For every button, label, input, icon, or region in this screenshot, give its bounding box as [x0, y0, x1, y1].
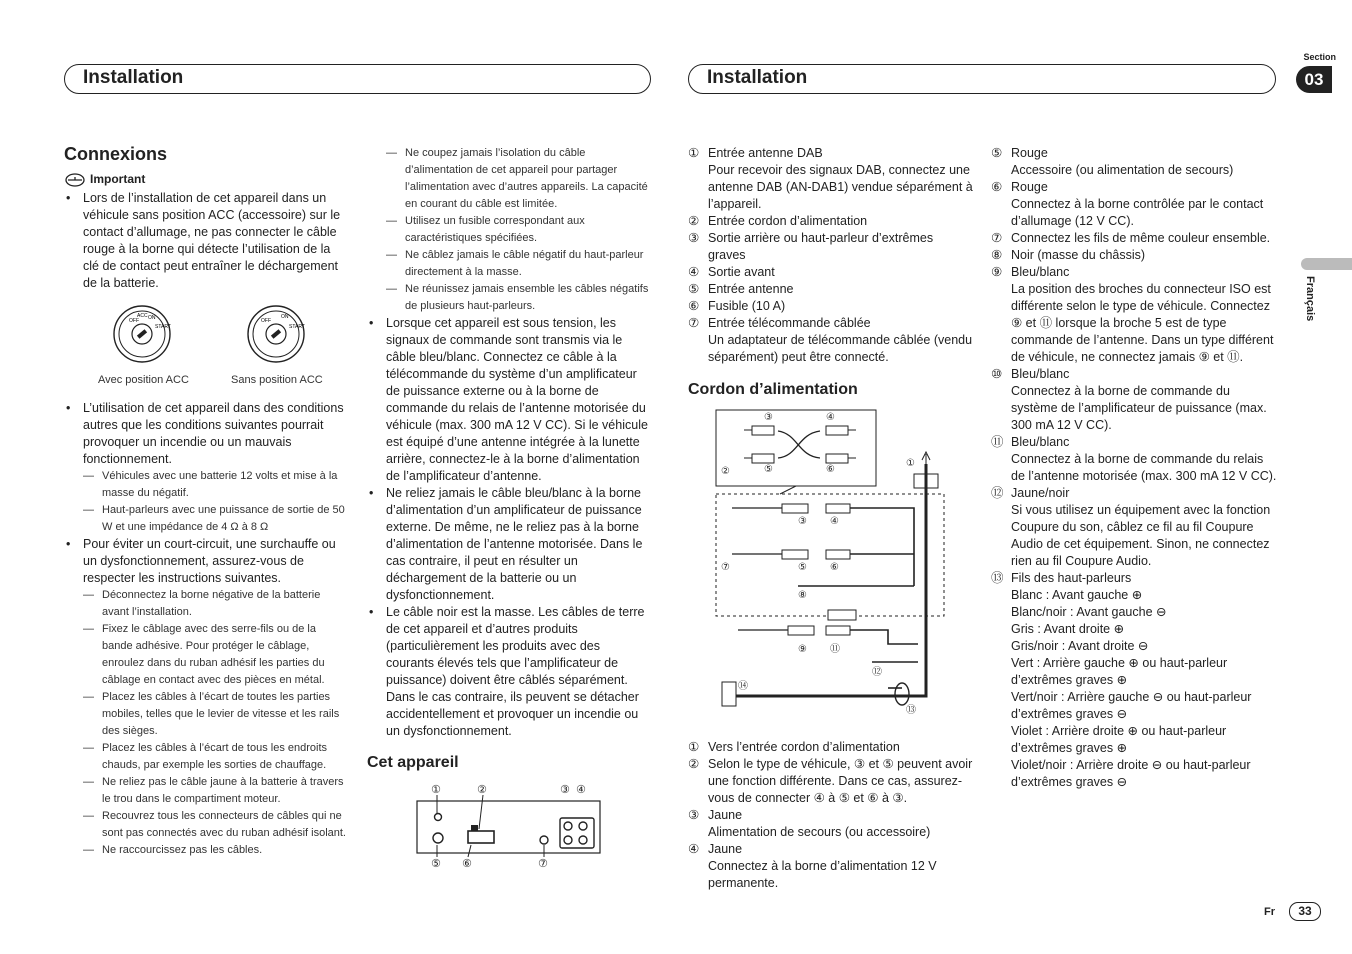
item-number: ⑫	[991, 486, 1004, 500]
bullet-list-1	[64, 190, 348, 292]
item-detail: Connectez à la borne de commande du système de l’amplificateur de puissance (max. 300 mA 12 V CC).	[1011, 384, 1267, 432]
item-detail: Connectez à la borne d’alimentation 12 V permanente.	[708, 859, 937, 890]
key-label-off: OFF	[261, 318, 271, 324]
numbered-item	[688, 298, 974, 315]
numbered-item	[688, 739, 974, 756]
fig-num: ③	[560, 784, 570, 796]
left-header-bar	[64, 64, 651, 94]
fig-num: ⑥	[462, 858, 472, 870]
page-number: 33	[1289, 902, 1321, 921]
item-title: Vers l’entrée cordon d’alimentation	[708, 740, 900, 754]
speaker-line: Gris : Avant droite ⊕	[1011, 622, 1125, 636]
fig-num: ③	[764, 412, 773, 423]
speaker-line: Blanc/noir : Avant gauche ⊖	[1011, 605, 1167, 619]
bullet-item	[64, 536, 348, 859]
item-title: Sortie avant	[708, 265, 775, 279]
item-title: Bleu/blanc	[1011, 265, 1070, 279]
dash-item: — Placez les câbles à l’écart de tous les endroits chauds, par exemple les sorties de chauffage.	[83, 740, 348, 774]
dash-item: — Ne reliez pas le câble jaune à la batterie à travers le trou dans le compartiment moteur.	[83, 774, 348, 808]
dash-item: — Utilisez un fusible correspondant aux caractéristiques spécifiées.	[386, 213, 651, 247]
section-number: 03	[1296, 66, 1332, 93]
item-title: Rouge	[1011, 146, 1048, 160]
key-label-start: START	[289, 324, 305, 330]
numbered-item	[991, 434, 1278, 485]
dash-item: — Placez les câbles à l’écart de toutes les parties mobiles, telles que le levier de vitesse et les rails des sièges.	[83, 689, 348, 740]
column-3	[688, 145, 974, 892]
numbered-item	[991, 247, 1278, 264]
important-icon	[64, 173, 86, 187]
dash-item: — Ne raccourcissez pas les câbles.	[83, 842, 348, 859]
item-title: Fusible (10 A)	[708, 299, 786, 313]
fig-num: ⑥	[830, 562, 839, 573]
item-number: ⑦	[688, 316, 700, 330]
item-number: ④	[688, 842, 700, 856]
fig-num: ①	[431, 784, 441, 796]
numbered-item	[991, 145, 1278, 179]
speaker-line: Violet : Arrière droite ⊕ ou haut-parleur d’extrêmes graves ⊕	[1011, 724, 1227, 755]
item-number: ⑤	[688, 282, 700, 296]
caption-without-acc: Sans position ACC	[231, 374, 323, 386]
important-label: Important	[90, 172, 146, 186]
key-label-on: ON	[148, 315, 156, 321]
right-header-title: Installation	[707, 67, 808, 88]
important-note	[64, 171, 348, 188]
speaker-line: Gris/noir : Avant droite ⊖	[1011, 639, 1149, 653]
key-label-acc: ACC	[137, 313, 148, 319]
item-number: ⑨	[991, 265, 1003, 279]
item-number: ⑥	[688, 299, 700, 313]
bullet-item	[64, 400, 348, 536]
language-tab	[1301, 258, 1352, 270]
item-title: Bleu/blanc	[1011, 367, 1070, 381]
fig-num: ⑦	[538, 858, 548, 870]
footer-language: Fr	[1264, 906, 1275, 918]
numbered-list-3	[991, 145, 1278, 791]
numbered-item	[688, 315, 974, 366]
fig-num: ④	[576, 784, 586, 796]
item-title: Entrée antenne	[708, 282, 794, 296]
item-title: Noir (masse du châssis)	[1011, 248, 1146, 262]
item-title: Rouge	[1011, 180, 1048, 194]
column-1	[64, 146, 348, 859]
item-title: Fils des haut-parleurs	[1011, 571, 1132, 585]
numbered-item	[991, 485, 1278, 570]
item-title: Entrée cordon d’alimentation	[708, 214, 868, 228]
ignition-figures	[64, 298, 348, 398]
column-4	[991, 145, 1278, 791]
fig-num: ⑤	[431, 858, 441, 870]
bullet-item: • Ne reliez jamais le câble bleu/blanc à la borne d’alimentation d’un amplificateur de puissance externe. De même, ne le reliez pas à la borne d’alimentation de l’antenne motorisée. Dans le cas contraire, il peut en résulter un déchargement de la batterie ou un dysfonctionnement.	[367, 485, 651, 604]
item-number: ⑩	[991, 367, 1003, 381]
fig-num: ①	[906, 458, 915, 469]
item-title: Jaune	[708, 842, 743, 856]
item-number: ④	[688, 265, 700, 279]
item-number: ⑪	[991, 435, 1004, 449]
dash-list	[83, 587, 348, 859]
numbered-item	[991, 230, 1278, 247]
dash-list	[83, 468, 348, 536]
left-header-title: Installation	[83, 67, 184, 88]
numbered-list-2	[688, 739, 974, 892]
caption-with-acc: Avec position ACC	[98, 374, 189, 386]
key-label-off: OFF	[129, 318, 139, 324]
fig-num: ⑬	[906, 705, 916, 716]
item-number: ⑥	[991, 180, 1003, 194]
item-detail: La position des broches du connecteur ISO est différente selon le type de véhicule. Connectez ⑨ et ⑪ lorsque la broche 5 est de type commande de l’antenne. Dans un type différent de véhicule, ne connectez jamais ⑨ et ⑪.	[1011, 282, 1274, 364]
item-title: Connectez les fils de même couleur ensemble.	[1011, 231, 1271, 245]
fig-num: ③	[798, 516, 807, 527]
cet-appareil-title: Cet appareil	[367, 754, 459, 771]
fig-num: ⑤	[798, 562, 807, 573]
ignition-no-acc-figure	[246, 302, 306, 366]
item-number: ②	[688, 214, 700, 228]
fig-num: ⑪	[830, 644, 840, 655]
key-label-on: ON	[281, 314, 289, 320]
bullet-list-2	[64, 400, 348, 859]
item-number: ⑦	[991, 231, 1003, 245]
item-detail: Alimentation de secours (ou accessoire)	[708, 825, 931, 839]
dash-item: — Fixez le câblage avec des serre-fils ou de la bande adhésive. Pour protéger le câblage, enroulez dans du ruban adhésif les parties du câblage en contact avec des pièces en métal.	[83, 621, 348, 689]
item-number: ⑧	[991, 248, 1003, 262]
item-title: Jaune	[708, 808, 743, 822]
fig-num: ②	[721, 466, 730, 477]
fig-num: ⑨	[798, 644, 807, 655]
fig-num: ⑦	[721, 562, 730, 573]
numbered-item	[991, 570, 1278, 791]
speaker-line: Vert/noir : Arrière gauche ⊖ ou haut-parleur d’extrêmes graves ⊖	[1011, 690, 1252, 721]
cordon-title: Cordon d’alimentation	[688, 381, 858, 398]
bullet-list-3	[367, 315, 651, 740]
numbered-item	[991, 366, 1278, 434]
item-title: Sortie arrière ou haut-parleur d’extrêmes graves	[708, 231, 934, 262]
bullet-item: • Lorsque cet appareil est sous tension, les signaux de commande sont transmis via le câble bleu/blanc. Connectez ce câble à la télécommande du système d’un amplificateur de puissance externe ou à la borne de commande du relais de l’antenne motorisée du véhicule (max. 300 mA 12 V CC). Si le véhicule est équipé d’une antenne intégrée à la lunette arrière, connectez-le à la borne d’alimentation de l’amplificateur d’antenne.	[367, 315, 651, 485]
fig-num: ⑤	[764, 464, 773, 475]
speaker-line: Vert : Arrière gauche ⊕ ou haut-parleur d’extrêmes graves ⊕	[1011, 656, 1228, 687]
item-detail: Un adaptateur de télécommande câblée (vendu séparément) peut être connecté.	[708, 333, 973, 364]
item-number: ③	[688, 231, 700, 245]
fig-num: ⑧	[798, 590, 807, 601]
numbered-item	[688, 230, 974, 264]
dash-list-continued	[386, 145, 651, 315]
item-title: Selon le type de véhicule, ③ et ⑤ peuvent avoir une fonction différente. Dans ce cas, assurez-vous de connecter ④ à ⑤ et ⑥ à ③.	[708, 757, 973, 805]
fig-num: ⑫	[872, 667, 882, 678]
dash-item: — Ne réunissez jamais ensemble les câbles négatifs de plusieurs haut-parleurs.	[386, 281, 651, 315]
bullet-item: • Le câble noir est la masse. Les câbles de terre de cet appareil et d’autres produits (particulièrement les produits avec des courants élevés tels que l’amplificateur de puissance) doivent être câblés séparément. Dans le cas contraire, ils peuvent se détacher accidentellement et provoquer un incendie ou un dysfonctionnement.	[367, 604, 651, 740]
column-2	[367, 145, 651, 880]
numbered-item	[688, 213, 974, 230]
item-detail: Connectez à la borne de commande du relais de l’antenne motorisée (max. 300 mA 12 V CC).	[1011, 452, 1277, 483]
numbered-list-1	[688, 145, 974, 366]
item-detail: Accessoire (ou alimentation de secours)	[1011, 163, 1234, 177]
section-label: Section	[1303, 52, 1336, 62]
bullet-text: L’utilisation de cet appareil dans des conditions autres que les conditions suivantes pourrait provoquer un incendie ou un mauvais fonctionnement.	[83, 401, 344, 466]
numbered-item	[991, 264, 1278, 366]
item-number: ⑬	[991, 571, 1004, 585]
dash-item: — Recouvrez tous les connecteurs de câbles qui ne sont pas connectés avec du ruban adhésif isolant.	[83, 808, 348, 842]
item-number: ②	[688, 757, 700, 771]
item-detail: Si vous utilisez un équipement avec la fonction Coupure du son, câblez ce fil au fil Coupure Audio de cet équipement. Sinon, ne connectez rien au fil Coupure Audio.	[1011, 503, 1271, 568]
item-title: Jaune/noir	[1011, 486, 1070, 500]
numbered-item	[688, 841, 974, 892]
right-header-bar	[688, 64, 1276, 94]
dash-item: — Véhicules avec une batterie 12 volts et mise à la masse du négatif.	[83, 468, 348, 502]
numbered-item	[991, 179, 1278, 230]
item-detail: Pour recevoir des signaux DAB, connectez une antenne DAB (AN-DAB1) vendue séparément à l’appareil.	[708, 163, 973, 211]
bullet-text: Pour éviter un court-circuit, une surchauffe ou un dysfonctionnement, assurez-vous de respecter les instructions suivantes.	[83, 537, 336, 585]
speaker-line: Violet/noir : Arrière droite ⊖ ou haut-parleur d’extrêmes graves ⊖	[1011, 758, 1251, 789]
speaker-line: Blanc : Avant gauche ⊕	[1011, 588, 1143, 602]
fig-num: ②	[477, 784, 487, 796]
power-cord-diagram	[688, 404, 974, 734]
unit-rear-figure	[367, 779, 651, 875]
dash-item: — Ne coupez jamais l’isolation du câble d’alimentation de cet appareil pour partager l’alimentation avec d’autres appareils. La capacité en courant du câble est limitée.	[386, 145, 651, 213]
key-label-start: START	[155, 324, 171, 330]
item-detail: Connectez à la borne contrôlée par le contact d’allumage (12 V CC).	[1011, 197, 1264, 228]
language-label: Français	[1304, 276, 1316, 322]
item-number: ①	[688, 740, 700, 754]
item-number: ⑤	[991, 146, 1003, 160]
numbered-item	[688, 756, 974, 807]
dash-item: — Ne câblez jamais le câble négatif du haut-parleur directement à la masse.	[386, 247, 651, 281]
numbered-item	[688, 145, 974, 213]
fig-num: ⑭	[738, 681, 748, 692]
item-title: Entrée antenne DAB	[708, 146, 823, 160]
bullet-item: • Lors de l’installation de cet appareil dans un véhicule sans position ACC (accessoire) sur le contact d’allumage, ne pas connecter le câble rouge à la borne qui détecte l’utilisation de la clé de contact peut entraîner le déchargement de la batterie.	[64, 190, 348, 292]
item-number: ③	[688, 808, 700, 822]
connexions-title: Connexions	[64, 144, 168, 164]
dash-item: — Haut-parleurs avec une puissance de sortie de 50 W et une impédance de 4 Ω à 8 Ω	[83, 502, 348, 536]
item-title: Entrée télécommande câblée	[708, 316, 871, 330]
fig-num: ④	[830, 516, 839, 527]
numbered-item	[688, 807, 974, 841]
fig-num: ④	[826, 412, 835, 423]
fig-num: ⑥	[826, 464, 835, 475]
dash-item: — Déconnectez la borne négative de la batterie avant l’installation.	[83, 587, 348, 621]
numbered-item	[688, 281, 974, 298]
numbered-item	[688, 264, 974, 281]
ignition-acc-figure	[112, 302, 172, 366]
item-title: Bleu/blanc	[1011, 435, 1070, 449]
item-number: ①	[688, 146, 700, 160]
